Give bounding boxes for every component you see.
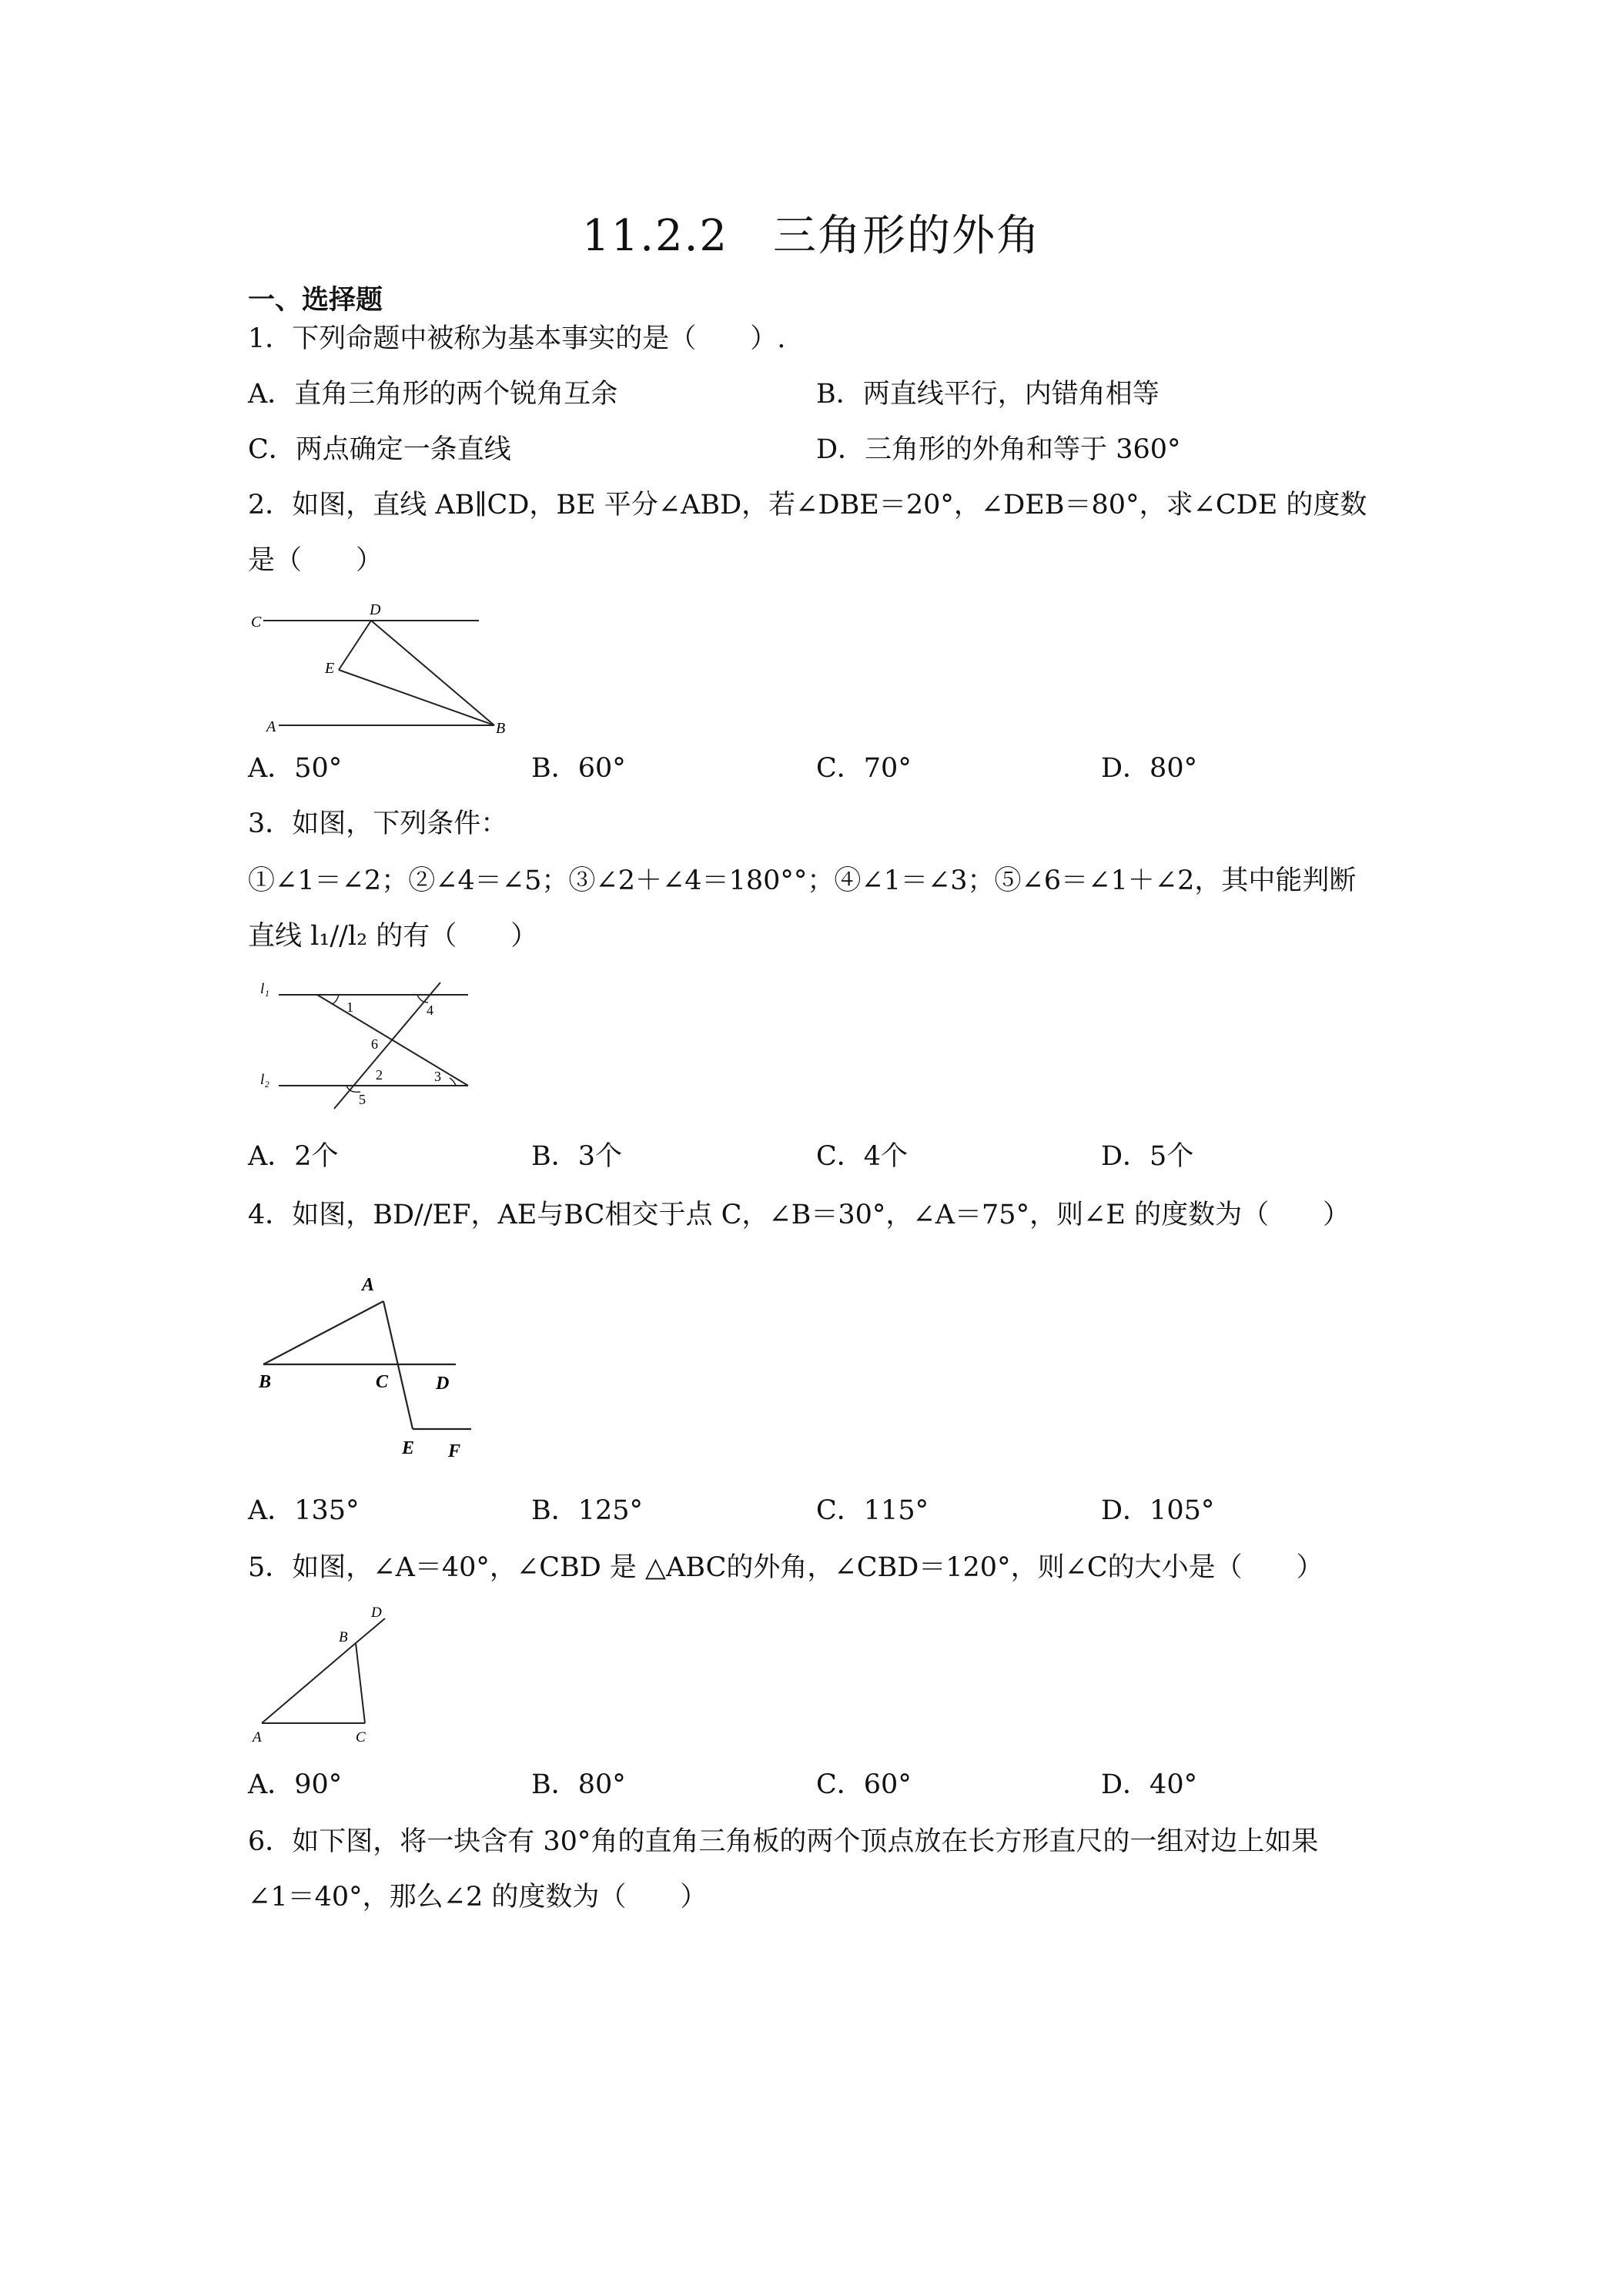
q2-label-d: D <box>370 601 381 618</box>
q2-option-a: A．50° <box>248 753 343 784</box>
section-heading: 一、选择题 <box>248 284 383 316</box>
q1-option-c: C．两点确定一条直线 <box>248 434 511 465</box>
q2-label-a: A <box>266 718 276 735</box>
q3-option-b: B．3个 <box>531 1141 622 1172</box>
q3-option-a: A．2个 <box>248 1141 339 1172</box>
q3-stem-line2: ①∠1＝∠2；②∠4＝∠5；③∠2＋∠4＝180°°；④∠1＝∠3；⑤∠6＝∠1＋∠2，其中能判断 <box>248 865 1357 896</box>
q5-option-c: C．60° <box>816 1769 912 1800</box>
q1-option-a: A．直角三角形的两个锐角互余 <box>248 379 618 410</box>
q3-label-l2: l₂ <box>260 1072 269 1088</box>
q5-option-b: B．80° <box>531 1769 626 1800</box>
q3-option-c: C．4个 <box>816 1141 909 1172</box>
q3-stem-line3: 直线 l₁//l₂ 的有（ ） <box>248 921 538 952</box>
q5-stem: 5．如图，∠A＝40°，∠CBD 是 △ABC的外角，∠CBD＝120°，则∠C的大小是（ ） <box>248 1552 1323 1583</box>
q3-label-6: 6 <box>371 1036 378 1052</box>
q4-label-c: C <box>376 1372 389 1392</box>
q3-label-1: 1 <box>346 999 353 1015</box>
q4-option-a: A．135° <box>248 1495 360 1526</box>
q5-label-c: C <box>356 1729 366 1745</box>
q6-stem-line2: ∠1＝40°，那么∠2 的度数为（ ） <box>248 1882 708 1913</box>
q2-label-e: E <box>325 660 335 677</box>
q5-label-b: B <box>339 1629 348 1645</box>
q4-stem: 4．如图，BD//EF，AE与BC相交于点 C，∠B＝30°，∠A＝75°，则∠E 的度数为（ ） <box>248 1200 1350 1230</box>
q3-label-5: 5 <box>359 1092 366 1107</box>
q3-stem-line1: 3．如图，下列条件： <box>248 808 508 839</box>
q2-option-b: B．60° <box>531 753 626 784</box>
q5-figure <box>248 1602 417 1748</box>
q3-label-4: 4 <box>427 1002 433 1018</box>
q4-option-c: C．115° <box>816 1495 929 1526</box>
q3-option-d: D．5个 <box>1101 1141 1194 1172</box>
q5-label-d: D <box>371 1605 382 1621</box>
q2-stem-line1: 2．如图，直线 AB∥CD，BE 平分∠ABD，若∠DBE＝20°，∠DEB＝80°，求∠CDE 的度数 <box>248 490 1367 520</box>
q2-option-d: D．80° <box>1101 753 1198 784</box>
q4-label-b: B <box>259 1372 272 1392</box>
q1-stem: 1．下列命题中被称为基本事实的是（ ）. <box>248 323 786 354</box>
q1-option-d: D．三角形的外角和等于 360° <box>816 434 1181 465</box>
page-title: 11.2.2 三角形的外角 <box>581 211 1042 261</box>
q4-label-a: A <box>362 1275 375 1295</box>
q5-label-a: A <box>253 1729 262 1745</box>
q4-option-b: B．125° <box>531 1495 644 1526</box>
q2-label-c: C <box>251 614 262 631</box>
q6-stem-line1: 6．如下图，将一块含有 30°角的直角三角板的两个顶点放在长方形直尺的一组对边上如果 <box>248 1826 1319 1857</box>
q2-figure <box>248 593 506 739</box>
q3-label-2: 2 <box>376 1067 383 1083</box>
q1-option-b: B．两直线平行，内错角相等 <box>816 379 1160 410</box>
q4-label-f: F <box>448 1441 461 1461</box>
q5-option-a: A．90° <box>248 1769 343 1800</box>
q4-figure <box>248 1263 494 1463</box>
q2-stem-line2: 是（ ） <box>248 545 383 576</box>
q2-label-b: B <box>496 720 506 737</box>
q4-label-e: E <box>402 1438 415 1458</box>
q3-label-l1: l₁ <box>260 981 269 997</box>
q2-option-c: C．70° <box>816 753 912 784</box>
q4-label-d: D <box>436 1374 450 1394</box>
q3-label-3: 3 <box>434 1069 441 1084</box>
q3-figure <box>248 972 479 1110</box>
q5-option-d: D．40° <box>1101 1769 1198 1800</box>
q4-option-d: D．105° <box>1101 1495 1215 1526</box>
